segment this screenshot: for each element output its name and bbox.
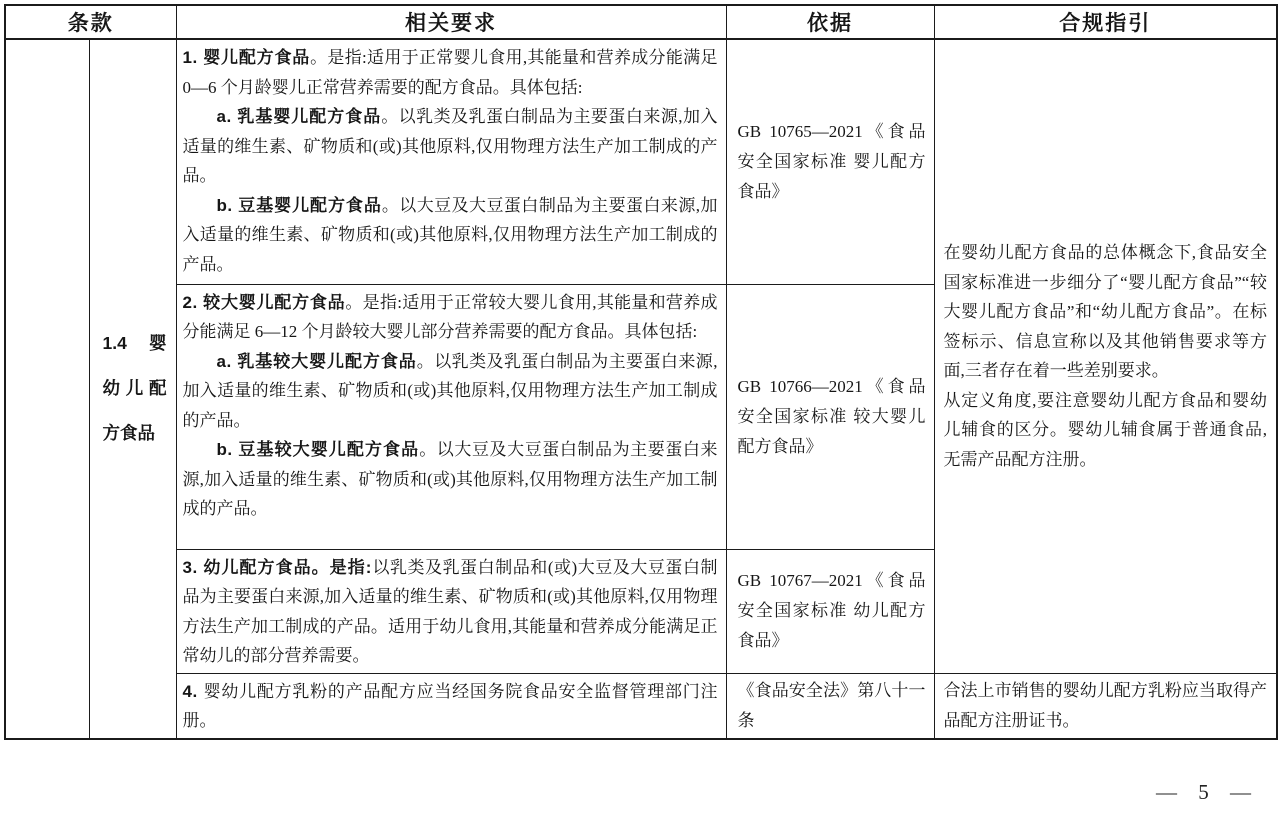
requirement-text: 。是指:适用于正常婴儿食用,其能量和营养成分能满足 0—6 个月龄婴儿正常营养需要的配方食品。具体包括: [182,48,718,97]
requirement-text: 。以大豆及大豆蛋白制品为主要蛋白来源,加入适量的维生素、矿物质和(或)其他原料,仅用物理方法生产加工制成的产品。 [182,440,718,518]
requirement-term: b. 豆基较大婴儿配方食品 [216,440,420,459]
table-row [5,39,1277,284]
requirement-text: 。以大豆及大豆蛋白制品为主要蛋白来源,加入适量的维生素、矿物质和(或)其他原料,仅用物理方法生产加工制成的产品。 [182,195,718,274]
requirement-term: b. 豆基婴儿配方食品 [216,195,382,215]
requirement-term: a. 乳基较大婴儿配方食品 [216,351,417,371]
requirement-text: 。以乳类及乳蛋白制品为主要蛋白来源,加入适量的维生素、矿物质和(或)其他原料,仅用物理方法生产加工制成的产品。 [182,351,718,430]
requirement-cell-2 [176,284,726,549]
requirement-paragraph [183,43,718,102]
basis-cell-2: GB 10766—2021《食品安全国家标准 较大婴儿配方食品》 [726,284,934,549]
requirement-term: 3. 幼儿配方食品。是指: [182,557,372,577]
table-header-row [5,5,1277,39]
guidance-paragraph: 在婴幼儿配方食品的总体概念下,食品安全国家标准进一步细分了“婴儿配方食品”“较大婴儿配方食品”和“幼儿配方食品”。在标签标示、信息宣称以及其他销售要求等方面,三者存在着一些差别要求。 [943,243,1267,381]
requirement-paragraph [183,347,718,436]
requirement-paragraph [183,435,718,524]
clause-section-cell [5,39,89,739]
requirement-cell-3 [176,549,726,673]
requirement-cell-1 [176,39,726,284]
requirement-term: a. 乳基婴儿配方食品 [216,107,382,126]
header-requirements: 相关要求 [176,5,726,39]
header-basis: 依据 [726,5,934,39]
clause-cell [89,39,176,739]
basis-cell-1: GB 10765—2021《食品安全国家标准 婴儿配方食品》 [726,39,934,284]
requirement-term: 4. [182,681,204,701]
basis-cell-3: GB 10767—2021《食品安全国家标准 幼儿配方食品》 [726,549,934,673]
guidance-cell-4: 合法上市销售的婴幼儿配方乳粉应当取得产品配方注册证书。 [934,673,1277,739]
requirement-paragraph [183,553,718,671]
requirement-term: 1. 婴儿配方食品 [182,48,311,67]
requirement-cell-4 [176,673,726,739]
requirement-paragraph [183,288,718,347]
guidance-paragraph: 从定义角度,要注意婴幼儿配方食品和婴幼儿辅食的区分。婴幼儿辅食属于普通食品,无需产品配方注册。 [943,390,1267,469]
header-guidance: 合规指引 [934,5,1277,39]
requirement-text: 。是指:适用于正常较大婴儿食用,其能量和营养成分能满足 6—12 个月龄较大婴儿部分营养需要的配方食品。具体包括: [182,292,718,341]
requirement-paragraph [183,191,718,280]
requirement-text: 以乳类及乳蛋白制品和(或)大豆及大豆蛋白制品为主要蛋白来源,加入适量的维生素、矿物质和(或)其他原料,仅用物理方法生产加工制成的产品。适用于幼儿食用,其能量和营养成分能满足正常幼儿的部分营养需要。 [182,557,718,665]
compliance-table [4,4,1278,740]
header-clause: 条款 [5,5,176,39]
requirement-paragraph [183,677,718,736]
guidance-cell-merged [934,39,1277,673]
basis-cell-4: 《食品安全法》第八十一条 [726,673,934,739]
table-row [5,673,1277,739]
requirement-text: 。以乳类及乳蛋白制品为主要蛋白来源,加入适量的维生素、矿物质和(或)其他原料,仅用物理方法生产加工制成的产品。 [182,107,718,185]
requirement-term: 2. 较大婴儿配方食品 [182,292,346,312]
clause-label: 1.4 婴幼儿配方食品 [102,333,167,444]
page-number: — 5 — [1156,780,1252,804]
requirement-paragraph [183,102,718,191]
requirement-text: 婴幼儿配方乳粉的产品配方应当经国务院食品安全监督管理部门注册。 [182,681,718,730]
